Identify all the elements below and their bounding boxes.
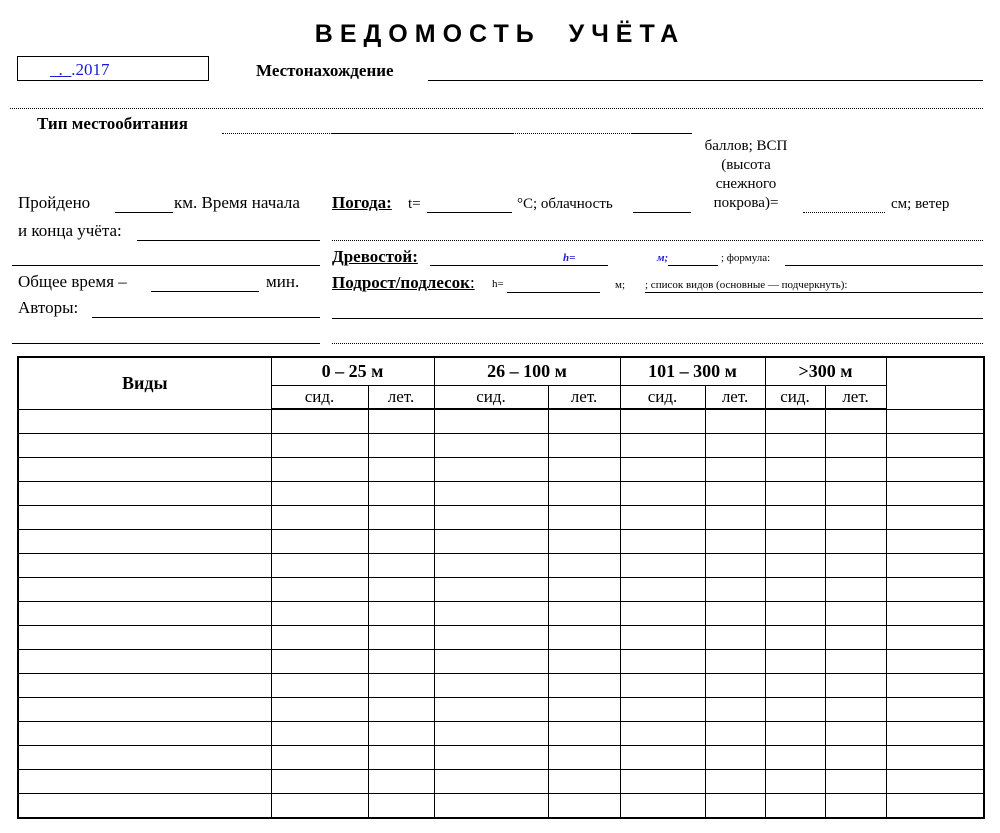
passed-km-field[interactable] bbox=[115, 212, 173, 213]
table-cell[interactable] bbox=[271, 506, 368, 530]
table-cell[interactable] bbox=[368, 722, 434, 746]
table-cell[interactable] bbox=[434, 434, 548, 458]
table-cell[interactable] bbox=[620, 506, 705, 530]
table-row bbox=[18, 746, 984, 770]
table-cell[interactable] bbox=[548, 626, 620, 650]
table-cell[interactable] bbox=[368, 602, 434, 626]
table-cell[interactable] bbox=[765, 698, 825, 722]
table-cell[interactable] bbox=[705, 578, 765, 602]
sitting-header: сид. bbox=[271, 386, 368, 410]
table-cell[interactable] bbox=[825, 434, 886, 458]
table-cell[interactable] bbox=[548, 578, 620, 602]
table-cell[interactable] bbox=[886, 530, 984, 554]
table-cell[interactable] bbox=[368, 458, 434, 482]
table-cell[interactable] bbox=[548, 698, 620, 722]
table-cell[interactable] bbox=[368, 698, 434, 722]
table-cell[interactable] bbox=[825, 698, 886, 722]
table-cell[interactable] bbox=[886, 554, 984, 578]
table-cell[interactable] bbox=[825, 409, 886, 434]
snow-line-4: покрова)= bbox=[713, 195, 779, 211]
table-cell[interactable] bbox=[368, 506, 434, 530]
forest-m-label: м; bbox=[657, 252, 669, 264]
table-cell[interactable] bbox=[705, 506, 765, 530]
table-cell[interactable] bbox=[886, 674, 984, 698]
table-cell[interactable] bbox=[548, 506, 620, 530]
table-cell[interactable] bbox=[434, 530, 548, 554]
table-cell[interactable] bbox=[271, 770, 368, 794]
table-cell[interactable] bbox=[548, 770, 620, 794]
extra-column-header bbox=[886, 357, 984, 409]
snow-line-2: (высота bbox=[721, 157, 771, 173]
table-cell[interactable] bbox=[18, 626, 271, 650]
sitting-header: сид. bbox=[765, 386, 825, 410]
table-row bbox=[18, 770, 984, 794]
table-cell[interactable] bbox=[368, 746, 434, 770]
table-cell[interactable] bbox=[765, 434, 825, 458]
date-year: .2017 bbox=[71, 60, 110, 79]
table-cell[interactable] bbox=[18, 674, 271, 698]
table-cell[interactable] bbox=[620, 434, 705, 458]
group-header-26-100: 26 – 100 м bbox=[434, 357, 620, 386]
table-row bbox=[18, 698, 984, 722]
species-header: Виды bbox=[18, 357, 271, 409]
undergrowth-h-field[interactable] bbox=[507, 292, 600, 293]
undergrowth-colon: : bbox=[469, 273, 475, 292]
flying-header: лет. bbox=[368, 386, 434, 410]
cloud-field[interactable] bbox=[633, 212, 691, 213]
table-row bbox=[18, 530, 984, 554]
table-cell[interactable] bbox=[825, 482, 886, 506]
table-cell[interactable] bbox=[18, 554, 271, 578]
habitat-field-3[interactable] bbox=[512, 133, 632, 134]
table-cell[interactable] bbox=[271, 554, 368, 578]
group-header-101-300: 101 – 300 м bbox=[620, 357, 765, 386]
table-cell[interactable] bbox=[434, 458, 548, 482]
table-cell[interactable] bbox=[765, 722, 825, 746]
table-cell[interactable] bbox=[620, 482, 705, 506]
table-row bbox=[18, 434, 984, 458]
table-cell[interactable] bbox=[18, 506, 271, 530]
table-row bbox=[18, 626, 984, 650]
table-cell[interactable] bbox=[886, 794, 984, 819]
table-row bbox=[18, 409, 984, 434]
end-label: и конца учёта: bbox=[18, 221, 122, 240]
date-day-month: _._ bbox=[50, 60, 72, 79]
table-cell[interactable] bbox=[765, 409, 825, 434]
table-cell[interactable] bbox=[705, 722, 765, 746]
weather-t-label: t= bbox=[408, 196, 421, 212]
table-cell[interactable] bbox=[271, 650, 368, 674]
table-cell[interactable] bbox=[825, 506, 886, 530]
wind-field[interactable] bbox=[332, 240, 983, 241]
table-cell[interactable] bbox=[825, 770, 886, 794]
table-cell[interactable] bbox=[18, 794, 271, 819]
temperature-field[interactable] bbox=[427, 212, 512, 213]
table-cell[interactable] bbox=[434, 578, 548, 602]
table-cell[interactable] bbox=[705, 698, 765, 722]
table-cell[interactable] bbox=[620, 698, 705, 722]
time-field-2[interactable] bbox=[12, 265, 320, 266]
table-cell[interactable] bbox=[368, 794, 434, 819]
formula-label: ; формула: bbox=[721, 252, 771, 264]
table-cell[interactable] bbox=[271, 458, 368, 482]
group-header-300-plus: >300 м bbox=[765, 357, 886, 386]
authors-field-2[interactable] bbox=[12, 343, 320, 344]
table-cell[interactable] bbox=[271, 530, 368, 554]
table-cell[interactable] bbox=[620, 530, 705, 554]
table-cell[interactable] bbox=[886, 409, 984, 434]
sitting-header: сид. bbox=[434, 386, 548, 410]
location-field[interactable] bbox=[428, 80, 983, 81]
table-cell[interactable] bbox=[825, 602, 886, 626]
table-cell[interactable] bbox=[548, 482, 620, 506]
flying-header: лет. bbox=[548, 386, 620, 410]
table-cell[interactable] bbox=[434, 770, 548, 794]
habitat-label: Тип местообитания bbox=[37, 114, 188, 133]
table-cell[interactable] bbox=[548, 602, 620, 626]
table-cell[interactable] bbox=[548, 554, 620, 578]
min-label: мин. bbox=[266, 272, 300, 291]
table-cell[interactable] bbox=[434, 794, 548, 819]
table-cell[interactable] bbox=[18, 746, 271, 770]
table-cell[interactable] bbox=[434, 482, 548, 506]
table-cell[interactable] bbox=[18, 482, 271, 506]
forest-h-field[interactable] bbox=[430, 265, 608, 266]
table-cell[interactable] bbox=[368, 650, 434, 674]
undergrowth-label bbox=[332, 273, 475, 293]
table-cell[interactable] bbox=[886, 434, 984, 458]
km-start-label: км. Время начала bbox=[174, 193, 300, 212]
table-cell[interactable] bbox=[765, 602, 825, 626]
table-cell[interactable] bbox=[765, 794, 825, 819]
table-cell[interactable] bbox=[434, 602, 548, 626]
flying-header: лет. bbox=[825, 386, 886, 410]
table-row bbox=[18, 650, 984, 674]
table-cell[interactable] bbox=[765, 554, 825, 578]
table-cell[interactable] bbox=[434, 626, 548, 650]
table-cell[interactable] bbox=[18, 458, 271, 482]
table-cell[interactable] bbox=[18, 722, 271, 746]
table-cell[interactable] bbox=[825, 746, 886, 770]
authors-label: Авторы: bbox=[18, 298, 79, 317]
table-cell[interactable] bbox=[705, 674, 765, 698]
table-row bbox=[18, 674, 984, 698]
table-cell[interactable] bbox=[705, 746, 765, 770]
table-cell[interactable] bbox=[886, 770, 984, 794]
table-cell[interactable] bbox=[434, 698, 548, 722]
table-cell[interactable] bbox=[18, 698, 271, 722]
table-cell[interactable] bbox=[765, 626, 825, 650]
table-cell[interactable] bbox=[825, 794, 886, 819]
table-cell[interactable] bbox=[620, 409, 705, 434]
table-cell[interactable] bbox=[620, 578, 705, 602]
table-cell[interactable] bbox=[705, 458, 765, 482]
table-cell[interactable] bbox=[434, 722, 548, 746]
table-cell[interactable] bbox=[18, 578, 271, 602]
table-cell[interactable] bbox=[886, 722, 984, 746]
table-cell[interactable] bbox=[620, 770, 705, 794]
table-cell[interactable] bbox=[548, 434, 620, 458]
page-title: ВЕДОМОСТЬ УЧЁТА bbox=[314, 20, 686, 48]
table-cell[interactable] bbox=[705, 626, 765, 650]
cm-wind-label: см; ветер bbox=[891, 196, 950, 212]
table-cell[interactable] bbox=[705, 602, 765, 626]
table-cell[interactable] bbox=[548, 650, 620, 674]
table-cell[interactable] bbox=[368, 434, 434, 458]
table-cell[interactable] bbox=[886, 602, 984, 626]
undergrowth-h-label: h= bbox=[492, 278, 504, 290]
species-table bbox=[17, 356, 985, 819]
table-cell[interactable] bbox=[434, 746, 548, 770]
table-cell[interactable] bbox=[271, 409, 368, 434]
table-cell[interactable] bbox=[705, 530, 765, 554]
table-row bbox=[18, 506, 984, 530]
table-cell[interactable] bbox=[765, 482, 825, 506]
table-cell[interactable] bbox=[886, 650, 984, 674]
table-cell[interactable] bbox=[271, 794, 368, 819]
table-cell[interactable] bbox=[18, 434, 271, 458]
table-cell[interactable] bbox=[705, 482, 765, 506]
table-cell[interactable] bbox=[368, 770, 434, 794]
table-cell[interactable] bbox=[705, 554, 765, 578]
table-cell[interactable] bbox=[705, 770, 765, 794]
authors-field[interactable] bbox=[92, 317, 320, 318]
table-cell[interactable] bbox=[765, 770, 825, 794]
table-cell[interactable] bbox=[620, 746, 705, 770]
table-row bbox=[18, 578, 984, 602]
cloud-label: °С; облачность bbox=[517, 196, 613, 212]
table-cell[interactable] bbox=[620, 554, 705, 578]
table-cell[interactable] bbox=[765, 674, 825, 698]
table-cell[interactable] bbox=[825, 626, 886, 650]
snow-depth-field[interactable] bbox=[803, 212, 885, 213]
weather-label: Погода: bbox=[332, 193, 392, 212]
table-cell[interactable] bbox=[434, 650, 548, 674]
table-cell[interactable] bbox=[620, 626, 705, 650]
group-header-0-25: 0 – 25 м bbox=[271, 357, 434, 386]
table-cell[interactable] bbox=[368, 626, 434, 650]
table-cell[interactable] bbox=[271, 482, 368, 506]
table-cell[interactable] bbox=[18, 409, 271, 434]
table-cell[interactable] bbox=[825, 458, 886, 482]
table-cell[interactable] bbox=[434, 409, 548, 434]
table-cell[interactable] bbox=[765, 650, 825, 674]
table-cell[interactable] bbox=[765, 746, 825, 770]
table-cell[interactable] bbox=[620, 722, 705, 746]
table-cell[interactable] bbox=[271, 602, 368, 626]
table-cell[interactable] bbox=[548, 746, 620, 770]
habitat-field-2[interactable] bbox=[332, 133, 512, 134]
snow-line-1: баллов; ВСП bbox=[704, 138, 788, 154]
table-cell[interactable] bbox=[886, 458, 984, 482]
species-list-field-3[interactable] bbox=[332, 343, 983, 344]
species-list-label: ; список видов (основные — подчеркнуть): bbox=[645, 279, 848, 291]
table-cell[interactable] bbox=[548, 722, 620, 746]
table-cell[interactable] bbox=[620, 794, 705, 819]
table-row bbox=[18, 722, 984, 746]
forest-label: Древостой: bbox=[332, 247, 418, 266]
table-cell[interactable] bbox=[368, 409, 434, 434]
habitat-field-1[interactable] bbox=[222, 133, 332, 134]
table-cell[interactable] bbox=[271, 626, 368, 650]
table-cell[interactable] bbox=[825, 674, 886, 698]
table-cell[interactable] bbox=[434, 554, 548, 578]
table-cell[interactable] bbox=[368, 674, 434, 698]
table-cell[interactable] bbox=[271, 746, 368, 770]
divider-dotted-1 bbox=[10, 108, 983, 109]
time-field[interactable] bbox=[137, 240, 320, 241]
table-cell[interactable] bbox=[765, 506, 825, 530]
table-cell[interactable] bbox=[368, 530, 434, 554]
table-cell[interactable] bbox=[434, 674, 548, 698]
table-cell[interactable] bbox=[620, 458, 705, 482]
table-cell[interactable] bbox=[271, 434, 368, 458]
flying-header: лет. bbox=[705, 386, 765, 410]
table-cell[interactable] bbox=[368, 554, 434, 578]
table-cell[interactable] bbox=[18, 770, 271, 794]
table-cell[interactable] bbox=[886, 506, 984, 530]
snow-line-3: снежного bbox=[715, 176, 777, 192]
table-cell[interactable] bbox=[886, 578, 984, 602]
table-cell[interactable] bbox=[825, 530, 886, 554]
table-cell[interactable] bbox=[886, 626, 984, 650]
table-row bbox=[18, 458, 984, 482]
table-cell[interactable] bbox=[271, 674, 368, 698]
table-cell[interactable] bbox=[18, 650, 271, 674]
forest-h-label: h= bbox=[563, 252, 576, 264]
passed-label: Пройдено bbox=[18, 193, 91, 212]
table-cell[interactable] bbox=[886, 746, 984, 770]
table-cell[interactable] bbox=[434, 506, 548, 530]
table-cell[interactable] bbox=[368, 482, 434, 506]
date-field[interactable] bbox=[17, 56, 209, 81]
table-cell[interactable] bbox=[620, 602, 705, 626]
species-list-field[interactable] bbox=[645, 292, 983, 293]
table-cell[interactable] bbox=[765, 530, 825, 554]
table-cell[interactable] bbox=[825, 650, 886, 674]
table-row bbox=[18, 482, 984, 506]
table-row bbox=[18, 794, 984, 819]
species-list-field-2[interactable] bbox=[332, 318, 983, 319]
table-cell[interactable] bbox=[705, 409, 765, 434]
table-cell[interactable] bbox=[548, 409, 620, 434]
table-cell[interactable] bbox=[18, 530, 271, 554]
total-time-field[interactable] bbox=[151, 291, 259, 292]
snow-label bbox=[696, 137, 796, 213]
table-cell[interactable] bbox=[886, 482, 984, 506]
sitting-header: сид. bbox=[620, 386, 705, 410]
undergrowth-label-text: Подрост/подлесок bbox=[332, 273, 470, 292]
table-cell[interactable] bbox=[705, 794, 765, 819]
table-cell[interactable] bbox=[765, 458, 825, 482]
table-cell[interactable] bbox=[548, 458, 620, 482]
table-cell[interactable] bbox=[825, 578, 886, 602]
table-cell[interactable] bbox=[886, 698, 984, 722]
table-cell[interactable] bbox=[271, 578, 368, 602]
forest-m-field[interactable] bbox=[668, 265, 718, 266]
habitat-field-4[interactable] bbox=[632, 133, 692, 134]
table-cell[interactable] bbox=[825, 722, 886, 746]
table-row bbox=[18, 602, 984, 626]
table-cell[interactable] bbox=[705, 650, 765, 674]
table-cell[interactable] bbox=[765, 578, 825, 602]
table-cell[interactable] bbox=[548, 794, 620, 819]
undergrowth-m-label: м; bbox=[615, 279, 626, 291]
table-cell[interactable] bbox=[18, 602, 271, 626]
table-cell[interactable] bbox=[548, 530, 620, 554]
location-label: Местонахождение bbox=[256, 61, 394, 80]
table-cell[interactable] bbox=[271, 698, 368, 722]
total-time-label: Общее время – bbox=[18, 272, 127, 291]
formula-field[interactable] bbox=[785, 265, 983, 266]
table-cell[interactable] bbox=[271, 722, 368, 746]
table-cell[interactable] bbox=[825, 554, 886, 578]
table-cell[interactable] bbox=[705, 434, 765, 458]
table-row bbox=[18, 554, 984, 578]
table-cell[interactable] bbox=[620, 674, 705, 698]
table-cell[interactable] bbox=[548, 674, 620, 698]
table-cell[interactable] bbox=[620, 650, 705, 674]
table-cell[interactable] bbox=[368, 578, 434, 602]
